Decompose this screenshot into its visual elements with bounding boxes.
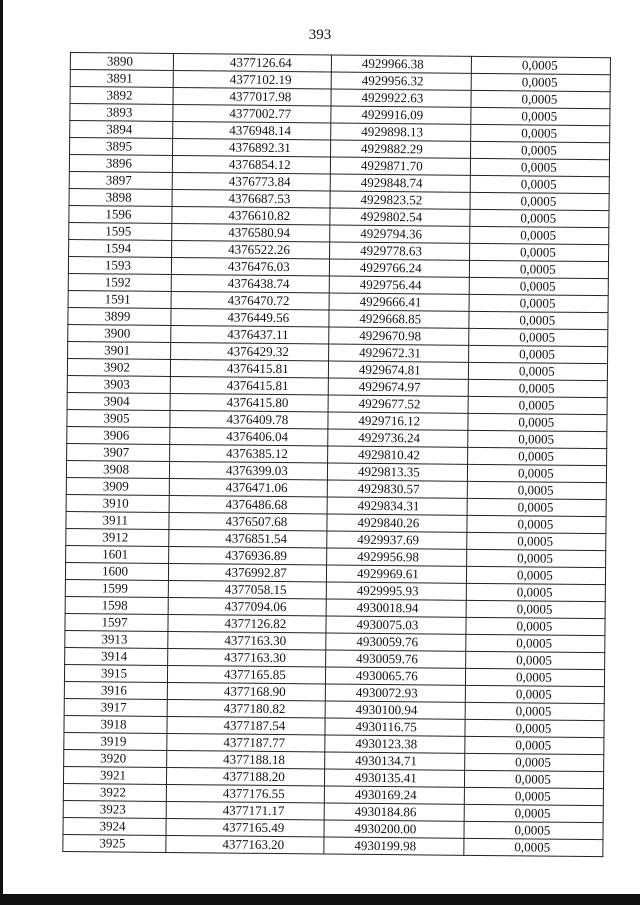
point-number-cell: 1596 <box>69 205 172 223</box>
error-cell: 0,0005 <box>467 498 606 516</box>
error-cell: 0,0005 <box>464 804 603 822</box>
point-number-cell: 3921 <box>63 766 166 784</box>
x-coordinate-cell: 4376992.87 <box>168 563 326 582</box>
x-coordinate-cell: 4377180.82 <box>167 699 325 718</box>
error-cell: 0,0005 <box>465 685 604 703</box>
x-coordinate-cell: 4377126.82 <box>168 614 326 633</box>
point-number-cell: 3919 <box>64 732 167 750</box>
error-cell: 0,0005 <box>466 617 605 635</box>
y-coordinate-cell: 4929922.63 <box>331 89 471 107</box>
point-number-cell: 3891 <box>70 70 173 88</box>
x-coordinate-cell: 4376471.06 <box>169 478 327 497</box>
page-number: 393 <box>308 27 332 43</box>
coordinates-table-body <box>63 53 611 857</box>
x-coordinate-cell: 4376415.81 <box>170 376 328 395</box>
y-coordinate-cell: 4930123.38 <box>325 735 465 753</box>
point-number-cell: 3904 <box>67 392 170 410</box>
error-cell: 0,0005 <box>469 277 608 295</box>
scan-bottom-border <box>0 894 640 905</box>
x-coordinate-cell: 4376415.80 <box>170 393 328 412</box>
point-number-cell: 3892 <box>70 87 173 105</box>
error-cell: 0,0005 <box>467 515 606 533</box>
error-cell: 0,0005 <box>470 158 609 176</box>
x-coordinate-cell: 4376687.53 <box>172 189 330 208</box>
y-coordinate-cell: 4929916.09 <box>331 106 471 124</box>
point-number-cell: 3923 <box>63 800 166 818</box>
y-coordinate-cell: 4930059.76 <box>326 633 466 651</box>
y-coordinate-cell: 4929756.44 <box>329 276 469 294</box>
error-cell: 0,0005 <box>468 396 607 414</box>
point-number-cell: 3910 <box>66 494 169 512</box>
x-coordinate-cell: 4376409.78 <box>170 410 328 429</box>
error-cell: 0,0005 <box>467 532 606 550</box>
x-coordinate-cell: 4376486.68 <box>169 495 327 514</box>
error-cell: 0,0005 <box>470 243 609 261</box>
x-coordinate-cell: 4376415.81 <box>170 359 328 378</box>
x-coordinate-cell: 4376406.04 <box>170 427 328 446</box>
y-coordinate-cell: 4930059.76 <box>326 650 466 668</box>
point-number-cell: 3922 <box>63 783 166 801</box>
x-coordinate-cell: 4376470.72 <box>171 291 329 310</box>
y-coordinate-cell: 4929766.24 <box>329 259 469 277</box>
y-coordinate-cell: 4929882.29 <box>331 140 471 158</box>
x-coordinate-cell: 4377187.54 <box>167 716 325 735</box>
scan-left-border <box>0 0 3 905</box>
y-coordinate-cell: 4929898.13 <box>331 123 471 141</box>
x-coordinate-cell: 4376773.84 <box>172 172 330 191</box>
point-number-cell: 3918 <box>64 715 167 733</box>
error-cell: 0,0005 <box>469 260 608 278</box>
point-number-cell: 3917 <box>64 698 167 716</box>
point-number-cell: 1601 <box>66 545 169 563</box>
y-coordinate-cell: 4929969.61 <box>326 565 466 583</box>
y-coordinate-cell: 4929668.85 <box>329 310 469 328</box>
point-number-cell: 3911 <box>66 511 169 529</box>
y-coordinate-cell: 4929672.31 <box>329 344 469 362</box>
point-number-cell: 1599 <box>65 579 168 597</box>
x-coordinate-cell: 4377171.17 <box>166 801 324 820</box>
error-cell: 0,0005 <box>468 430 607 448</box>
point-number-cell: 3902 <box>67 358 170 376</box>
y-coordinate-cell: 4929677.52 <box>328 395 468 413</box>
error-cell: 0,0005 <box>469 294 608 312</box>
error-cell: 0,0005 <box>466 634 605 652</box>
x-coordinate-cell: 4377163.30 <box>168 648 326 667</box>
point-number-cell: 1593 <box>68 256 171 274</box>
error-cell: 0,0005 <box>470 226 609 244</box>
point-number-cell: 3893 <box>70 104 173 122</box>
y-coordinate-cell: 4929813.35 <box>327 463 467 481</box>
y-coordinate-cell: 4930072.93 <box>325 684 465 702</box>
error-cell: 0,0005 <box>465 736 604 754</box>
error-cell: 0,0005 <box>469 311 608 329</box>
y-coordinate-cell: 4930169.24 <box>324 786 464 804</box>
x-coordinate-cell: 4377188.20 <box>166 767 324 786</box>
x-coordinate-cell: 4376892.31 <box>173 138 331 157</box>
x-coordinate-cell: 4376437.11 <box>171 325 329 344</box>
x-coordinate-cell: 4376399.03 <box>169 461 327 480</box>
point-number-cell: 3924 <box>63 817 166 835</box>
point-number-cell: 1591 <box>68 290 171 308</box>
y-coordinate-cell: 4929794.36 <box>330 225 470 243</box>
y-coordinate-cell: 4930075.03 <box>326 616 466 634</box>
x-coordinate-cell: 4376507.68 <box>169 512 327 531</box>
point-number-cell: 1598 <box>65 596 168 614</box>
x-coordinate-cell: 4377187.77 <box>167 733 325 752</box>
x-coordinate-cell: 4377126.64 <box>173 53 331 72</box>
x-coordinate-cell: 4376522.26 <box>172 240 330 259</box>
error-cell: 0,0005 <box>471 124 610 142</box>
x-coordinate-cell: 4377102.19 <box>173 70 331 89</box>
error-cell: 0,0005 <box>467 464 606 482</box>
point-number-cell: 3895 <box>70 138 173 156</box>
y-coordinate-cell: 4929956.32 <box>331 72 471 90</box>
error-cell: 0,0005 <box>468 362 607 380</box>
y-coordinate-cell: 4930065.76 <box>325 667 465 685</box>
point-number-cell: 3890 <box>70 53 173 71</box>
error-cell: 0,0005 <box>468 447 607 465</box>
x-coordinate-cell: 4377163.20 <box>166 835 324 854</box>
x-coordinate-cell: 4377002.77 <box>173 104 331 123</box>
y-coordinate-cell: 4929736.24 <box>328 429 468 447</box>
point-number-cell: 3894 <box>70 121 173 139</box>
point-number-cell: 3914 <box>65 647 168 665</box>
y-coordinate-cell: 4929674.97 <box>328 378 468 396</box>
coordinates-table-container <box>62 52 610 857</box>
error-cell: 0,0005 <box>464 770 603 788</box>
x-coordinate-cell: 4377017.98 <box>173 87 331 106</box>
error-cell: 0,0005 <box>471 56 610 74</box>
y-coordinate-cell: 4929937.69 <box>327 531 467 549</box>
y-coordinate-cell: 4929778.63 <box>330 242 470 260</box>
point-number-cell: 3909 <box>66 477 169 495</box>
x-coordinate-cell: 4377176.55 <box>166 784 324 803</box>
coordinates-table <box>62 52 611 857</box>
point-number-cell: 3906 <box>67 426 170 444</box>
x-coordinate-cell: 4376580.94 <box>172 223 330 242</box>
error-cell: 0,0005 <box>469 328 608 346</box>
y-coordinate-cell: 4929670.98 <box>329 327 469 345</box>
point-number-cell: 1595 <box>69 222 172 240</box>
x-coordinate-cell: 4376385.12 <box>170 444 328 463</box>
x-coordinate-cell: 4376449.56 <box>171 308 329 327</box>
error-cell: 0,0005 <box>465 719 604 737</box>
point-number-cell: 1594 <box>69 239 172 257</box>
x-coordinate-cell: 4377163.30 <box>168 631 326 650</box>
x-coordinate-cell: 4377058.15 <box>168 580 326 599</box>
error-cell: 0,0005 <box>466 651 605 669</box>
y-coordinate-cell: 4930100.94 <box>325 701 465 719</box>
error-cell: 0,0005 <box>464 787 603 805</box>
point-number-cell: 3901 <box>68 341 171 359</box>
error-cell: 0,0005 <box>470 141 609 159</box>
point-number-cell: 3898 <box>69 188 172 206</box>
x-coordinate-cell: 4376476.03 <box>171 257 329 276</box>
point-number-cell: 3908 <box>66 460 169 478</box>
error-cell: 0,0005 <box>466 600 605 618</box>
point-number-cell: 3916 <box>64 681 167 699</box>
y-coordinate-cell: 4930199.98 <box>324 837 464 855</box>
y-coordinate-cell: 4930116.75 <box>325 718 465 736</box>
point-number-cell: 3897 <box>69 171 172 189</box>
error-cell: 0,0005 <box>470 192 609 210</box>
y-coordinate-cell: 4929834.31 <box>327 497 467 515</box>
x-coordinate-cell: 4376851.54 <box>169 529 327 548</box>
point-number-cell: 1600 <box>65 562 168 580</box>
error-cell: 0,0005 <box>470 209 609 227</box>
x-coordinate-cell: 4376610.82 <box>172 206 330 225</box>
x-coordinate-cell: 4376429.32 <box>171 342 329 361</box>
point-number-cell: 3899 <box>68 307 171 325</box>
error-cell: 0,0005 <box>469 345 608 363</box>
x-coordinate-cell: 4377165.49 <box>166 818 324 837</box>
y-coordinate-cell: 4929716.12 <box>328 412 468 430</box>
error-cell: 0,0005 <box>470 175 609 193</box>
y-coordinate-cell: 4930184.86 <box>324 803 464 821</box>
point-number-cell: 3912 <box>66 528 169 546</box>
x-coordinate-cell: 4377094.06 <box>168 597 326 616</box>
point-number-cell: 3905 <box>67 409 170 427</box>
y-coordinate-cell: 4929674.81 <box>328 361 468 379</box>
y-coordinate-cell: 4930134.71 <box>325 752 465 770</box>
y-coordinate-cell: 4930135.41 <box>324 769 464 787</box>
x-coordinate-cell: 4376936.89 <box>169 546 327 565</box>
y-coordinate-cell: 4929666.41 <box>329 293 469 311</box>
error-cell: 0,0005 <box>468 379 607 397</box>
y-coordinate-cell: 4929840.26 <box>327 514 467 532</box>
point-number-cell: 3907 <box>67 443 170 461</box>
error-cell: 0,0005 <box>466 583 605 601</box>
y-coordinate-cell: 4929871.70 <box>330 157 470 175</box>
point-number-cell: 3900 <box>68 324 171 342</box>
y-coordinate-cell: 4929956.98 <box>327 548 467 566</box>
x-coordinate-cell: 4377165.85 <box>167 665 325 684</box>
x-coordinate-cell: 4376948.14 <box>173 121 331 140</box>
error-cell: 0,0005 <box>465 668 604 686</box>
y-coordinate-cell: 4930018.94 <box>326 599 466 617</box>
point-number-cell: 1597 <box>65 613 168 631</box>
x-coordinate-cell: 4376854.12 <box>172 155 330 174</box>
point-number-cell: 3913 <box>65 630 168 648</box>
error-cell: 0,0005 <box>466 566 605 584</box>
y-coordinate-cell: 4929810.42 <box>328 446 468 464</box>
x-coordinate-cell: 4377168.90 <box>167 682 325 701</box>
x-coordinate-cell: 4376438.74 <box>171 274 329 293</box>
error-cell: 0,0005 <box>468 413 607 431</box>
y-coordinate-cell: 4929823.52 <box>330 191 470 209</box>
y-coordinate-cell: 4929802.54 <box>330 208 470 226</box>
y-coordinate-cell: 4929995.93 <box>326 582 466 600</box>
error-cell: 0,0005 <box>467 549 606 567</box>
point-number-cell: 3896 <box>69 155 172 173</box>
point-number-cell: 3915 <box>64 664 167 682</box>
error-cell: 0,0005 <box>471 73 610 91</box>
y-coordinate-cell: 4929830.57 <box>327 480 467 498</box>
y-coordinate-cell: 4930200.00 <box>324 820 464 838</box>
error-cell: 0,0005 <box>465 753 604 771</box>
error-cell: 0,0005 <box>471 107 610 125</box>
point-number-cell: 1592 <box>68 273 171 291</box>
point-number-cell: 3903 <box>67 375 170 393</box>
point-number-cell: 3925 <box>63 834 166 852</box>
y-coordinate-cell: 4929848.74 <box>330 174 470 192</box>
error-cell: 0,0005 <box>465 702 604 720</box>
error-cell: 0,0005 <box>464 838 603 856</box>
point-number-cell: 3920 <box>64 749 167 767</box>
y-coordinate-cell: 4929966.38 <box>331 55 471 73</box>
error-cell: 0,0005 <box>471 90 610 108</box>
x-coordinate-cell: 4377188.18 <box>167 750 325 769</box>
error-cell: 0,0005 <box>464 821 603 839</box>
error-cell: 0,0005 <box>467 481 606 499</box>
